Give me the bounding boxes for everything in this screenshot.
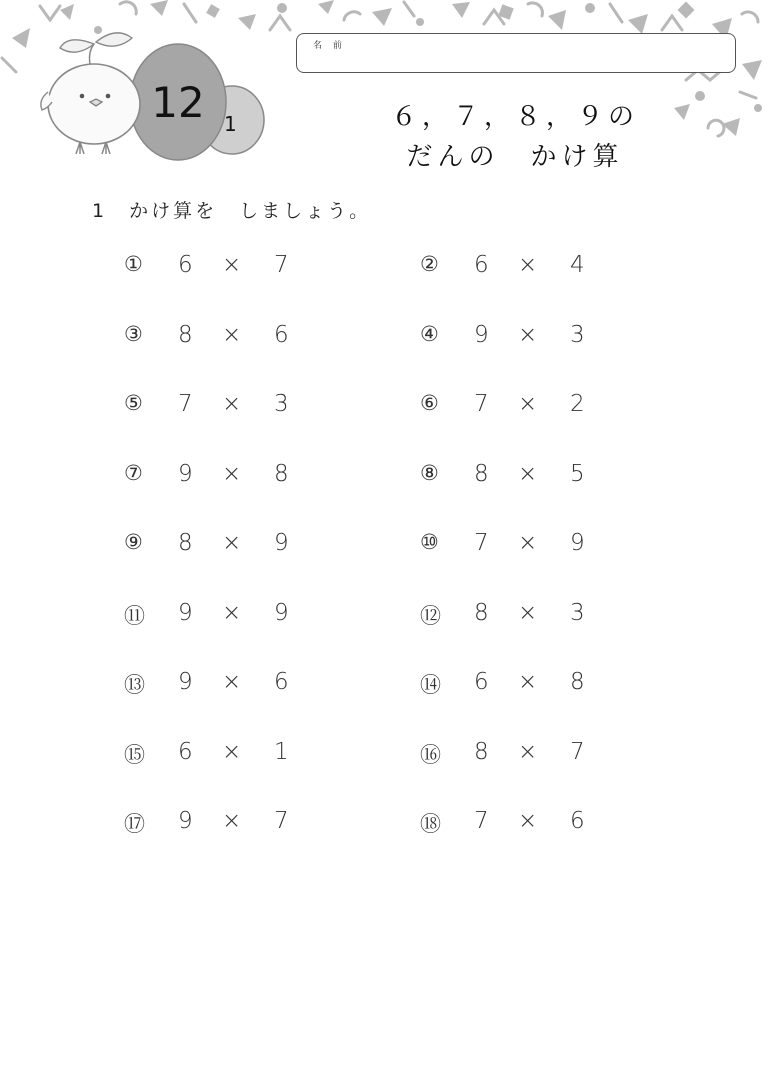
problem-operand-b: 9: [274, 530, 289, 556]
problem-operand-b: 8: [570, 669, 585, 695]
problem-number: ③: [124, 321, 143, 346]
problem-operand-a: 6: [474, 669, 489, 695]
problem-number: ⑭: [420, 673, 441, 697]
unit-number: 12: [151, 78, 205, 127]
multiply-sign: ×: [518, 460, 538, 487]
multiply-sign: ×: [222, 460, 242, 487]
problem-number: ②: [420, 252, 439, 276]
problem-number: ⑮: [124, 742, 145, 767]
problem-operand-b: 1: [274, 738, 289, 765]
problem-operand-a: 9: [474, 321, 489, 348]
problem-number: ⑩: [420, 530, 439, 554]
problem-operand-a: 9: [178, 599, 193, 626]
problem-operand-a: 6: [474, 252, 489, 278]
name-label: 名 前: [313, 41, 346, 51]
problem-operand-a: 6: [178, 252, 193, 278]
multiply-sign: ×: [222, 599, 242, 626]
multiply-sign: ×: [518, 738, 538, 765]
problem-number: ⑪: [124, 603, 145, 628]
problem-number: ⑫: [420, 603, 441, 628]
problem-operand-b: 5: [570, 460, 585, 487]
multiply-sign: ×: [518, 808, 538, 834]
problem-number: ④: [420, 321, 439, 346]
problem-operand-a: 9: [178, 460, 193, 487]
problem-number: ⑥: [420, 391, 439, 415]
multiply-sign: ×: [518, 599, 538, 626]
problem-number: ①: [124, 252, 143, 276]
problem-number: ⑧: [420, 460, 439, 485]
multiply-sign: ×: [518, 530, 538, 556]
multiply-sign: ×: [222, 808, 242, 834]
problem-operand-b: 6: [274, 669, 289, 695]
problem-operand-a: 7: [178, 391, 193, 417]
problem-operand-b: 6: [570, 808, 585, 834]
multiply-sign: ×: [222, 738, 242, 765]
multiply-sign: ×: [518, 669, 538, 695]
multiply-sign: ×: [222, 530, 242, 556]
problem-operand-a: 8: [474, 738, 489, 765]
problem-number: ⑬: [124, 673, 145, 697]
multiply-sign: ×: [222, 669, 242, 695]
problem-operand-b: 4: [570, 252, 585, 278]
problem-number: ⑯: [420, 742, 441, 767]
page-title-line2: だんの かけ算: [406, 142, 624, 172]
problem-operand-b: 6: [274, 321, 289, 348]
instruction-text: 1 かけ算を しましょう。: [92, 200, 372, 222]
problem-operand-a: 7: [474, 391, 489, 417]
problem-operand-b: 7: [274, 808, 289, 834]
multiply-sign: ×: [222, 321, 242, 348]
problem-operand-b: 9: [570, 530, 585, 556]
problem-number: ⑰: [124, 812, 145, 836]
problem-operand-b: 3: [570, 599, 585, 626]
problem-number: ⑨: [124, 530, 143, 554]
multiply-sign: ×: [518, 391, 538, 417]
problem-operand-b: 2: [570, 391, 585, 417]
problem-operand-b: 7: [274, 252, 289, 278]
problem-number: ⑦: [124, 460, 143, 485]
problem-operand-a: 8: [474, 460, 489, 487]
unit-sub-number: 1: [224, 112, 237, 136]
problem-operand-b: 3: [274, 391, 289, 417]
problem-operand-b: 3: [570, 321, 585, 348]
problem-operand-b: 8: [274, 460, 289, 487]
problem-number: ⑱: [420, 812, 441, 836]
problem-operand-a: 8: [474, 599, 489, 626]
problem-operand-a: 7: [474, 530, 489, 556]
multiply-sign: ×: [518, 321, 538, 348]
page-title-line1: ６，７，８，９の: [390, 102, 639, 132]
multiply-sign: ×: [222, 252, 242, 278]
problem-operand-a: 9: [178, 669, 193, 695]
problem-operand-b: 9: [274, 599, 289, 626]
problem-operand-a: 6: [178, 738, 193, 765]
problem-operand-b: 7: [570, 738, 585, 765]
name-field[interactable]: [296, 33, 736, 73]
problem-operand-a: 8: [178, 321, 193, 348]
multiply-sign: ×: [518, 252, 538, 278]
problem-operand-a: 9: [178, 808, 193, 834]
problem-operand-a: 7: [474, 808, 489, 834]
problem-number: ⑤: [124, 391, 143, 415]
multiply-sign: ×: [222, 391, 242, 417]
problem-operand-a: 8: [178, 530, 193, 556]
